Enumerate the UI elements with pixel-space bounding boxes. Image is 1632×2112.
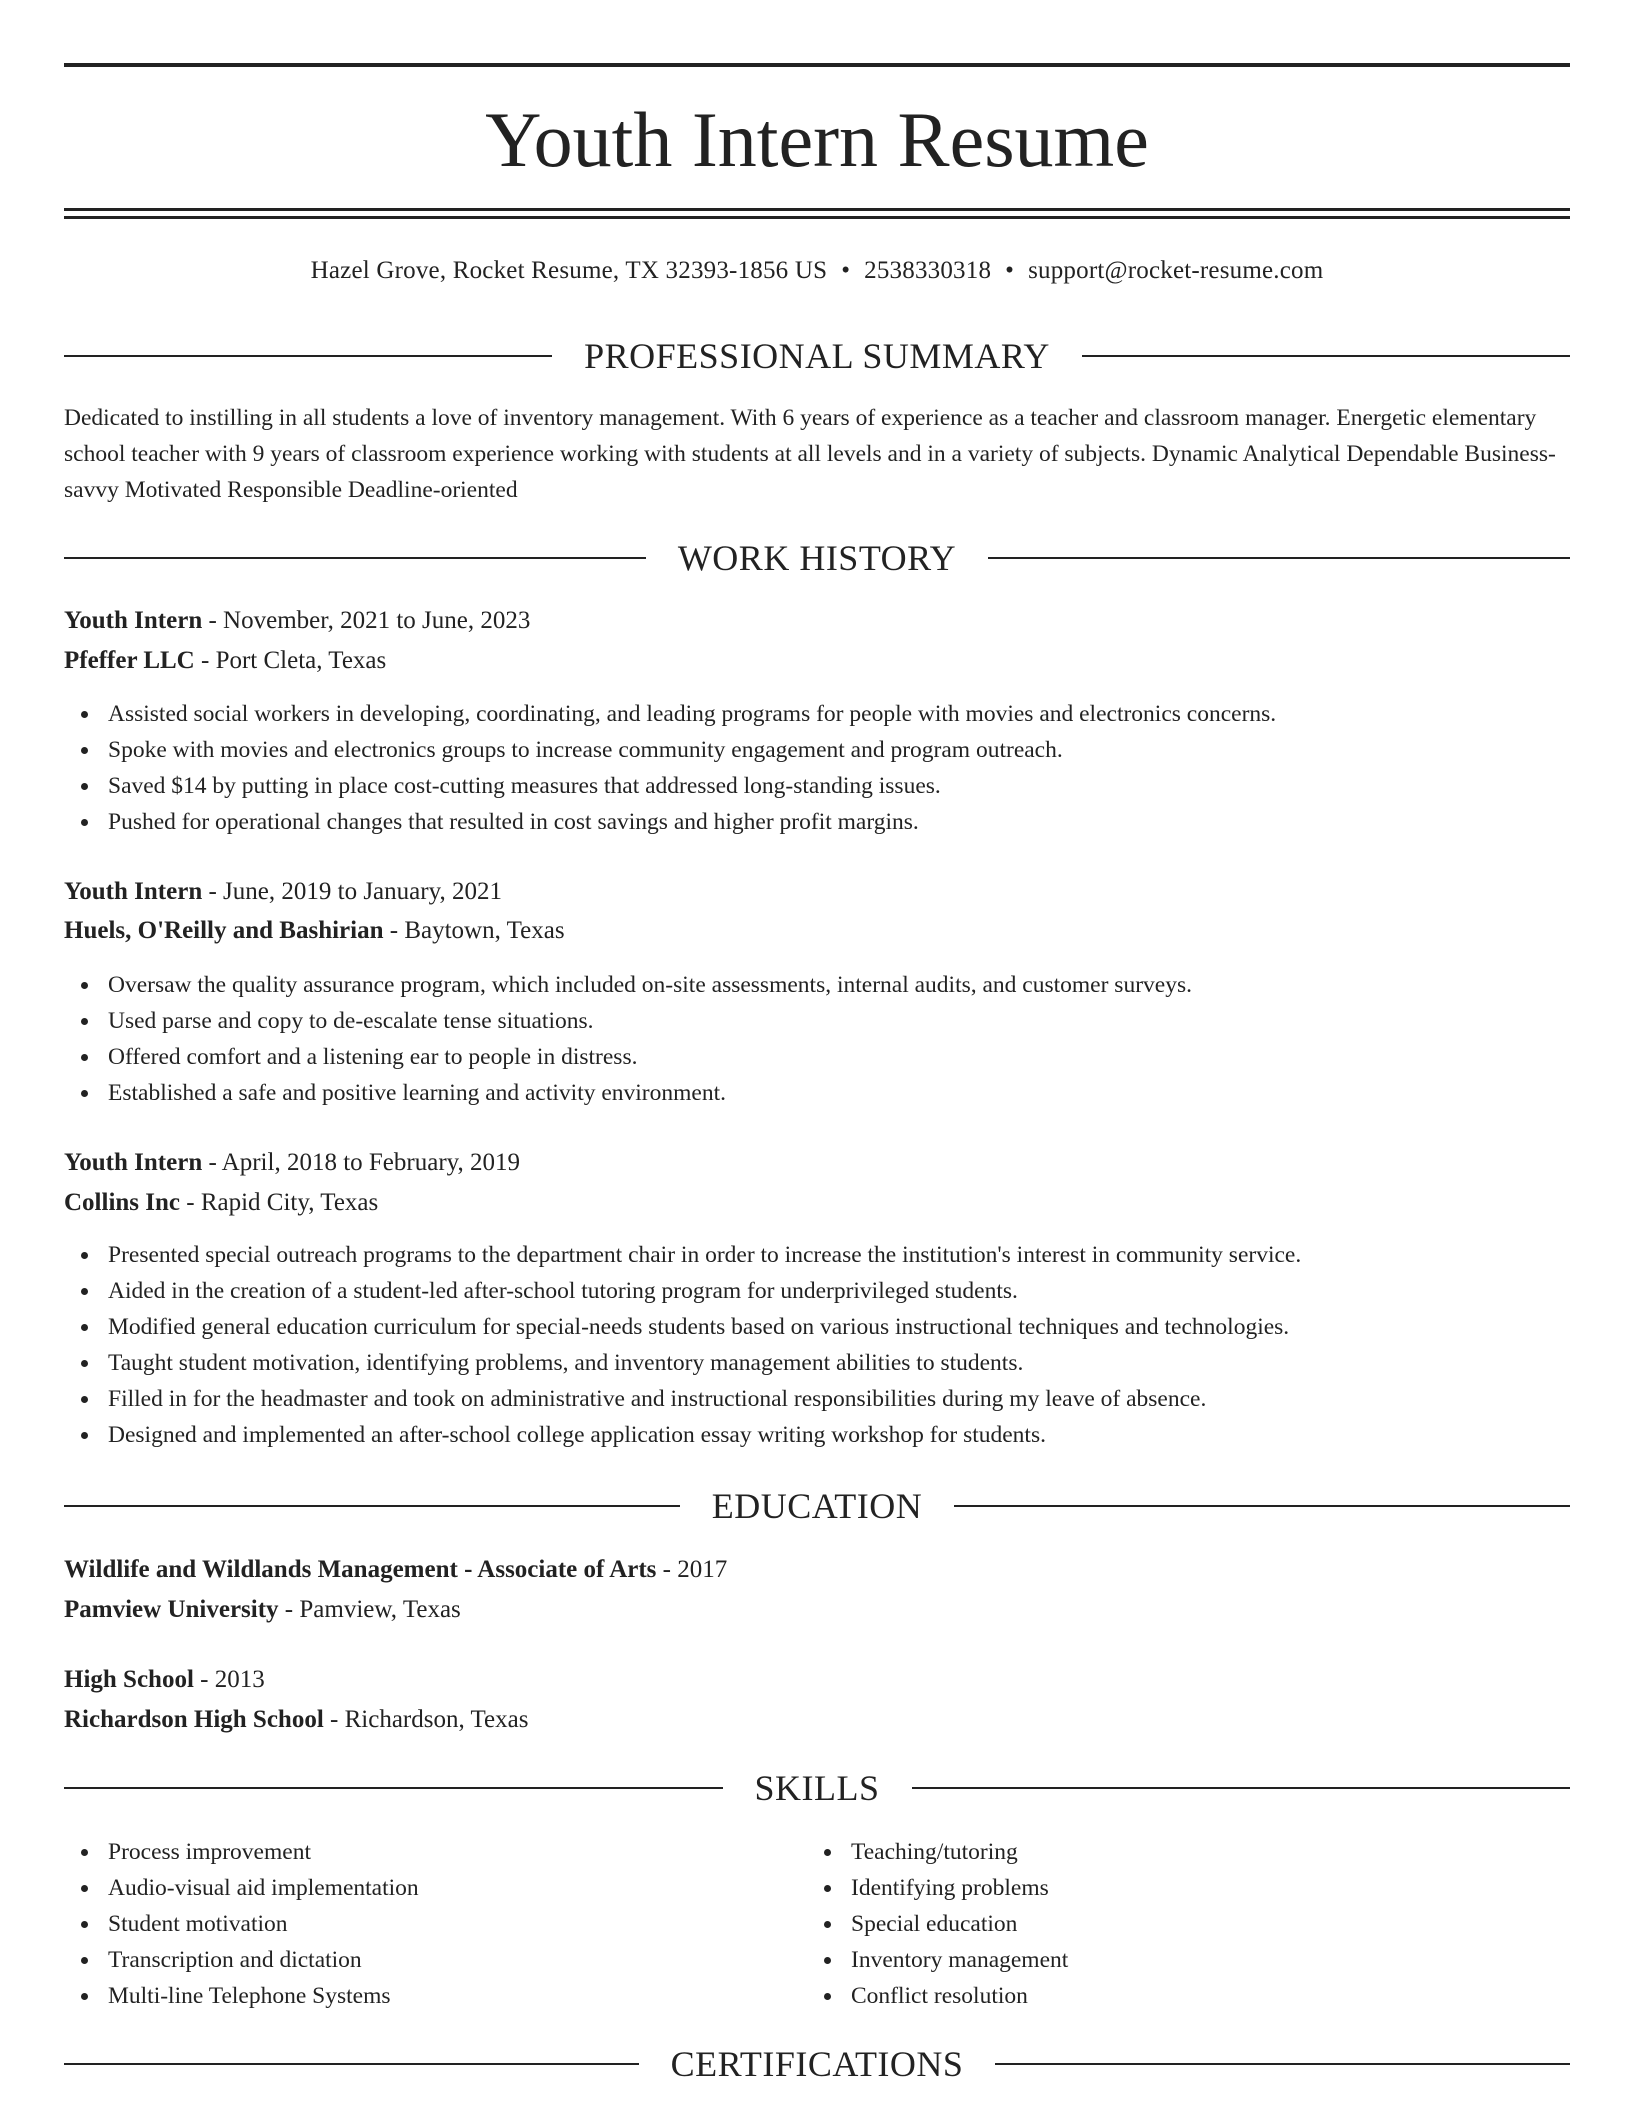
section-rule-left — [64, 355, 552, 357]
section-rule-left — [64, 2063, 639, 2065]
section-rule-right — [995, 2063, 1570, 2065]
contact-separator: • — [841, 257, 851, 284]
job-title-line — [64, 604, 1570, 638]
section-title-education: EDUCATION — [711, 1486, 923, 1526]
education-school-line — [64, 1593, 1570, 1627]
job-bullet: Assisted social workers in developing, coordinating, and leading programs for people with movies and electronics concerns. — [64, 696, 1570, 732]
skills-list-right — [807, 1834, 1632, 2014]
job-title-line — [64, 875, 1570, 909]
job-bullet: Taught student motivation, identifying problems, and inventory management abilities to students. — [64, 1345, 1570, 1381]
education-year: - 2017 — [656, 1556, 728, 1583]
section-rule-left — [64, 1787, 723, 1789]
job-bullets — [64, 696, 1570, 840]
section-rule-left — [64, 1505, 680, 1507]
education-degree: High School — [64, 1666, 194, 1693]
section-title-work: WORK HISTORY — [677, 538, 957, 578]
skill-item: Special education — [807, 1906, 1632, 1942]
skill-item: Process improvement — [64, 1834, 1570, 1870]
job-bullet: Filled in for the headmaster and took on administrative and instructional responsibilities during my leave of absence. — [64, 1381, 1570, 1417]
section-rule-left — [64, 557, 646, 559]
education-degree-line — [64, 1553, 1570, 1587]
education-degree: Wildlife and Wildlands Management - Associate of Arts — [64, 1556, 657, 1583]
contact-email: support@rocket-resume.com — [1028, 257, 1324, 284]
education-school-line — [64, 1703, 1570, 1737]
section-rule-right — [912, 1787, 1571, 1789]
section-header-education — [64, 1486, 1570, 1526]
job-bullet: Aided in the creation of a student-led after-school tutoring program for underprivileged students. — [64, 1273, 1570, 1309]
summary-text: Dedicated to instilling in all students a love of inventory management. With 6 years of experience as a teacher and classroom manager. Energetic elementary school teacher with 9 years of classroom experience working with students at all levels and in a variety of subjects. Dynamic Analytical Dependable Business-savvy Motivated Responsible Deadline-oriented — [64, 405, 1556, 503]
job-bullet: Established a safe and positive learning and activity environment. — [64, 1075, 1570, 1111]
job-bullet: Modified general education curriculum for special-needs students based on various instructional techniques and technologies. — [64, 1309, 1570, 1345]
job-bullet: Presented special outreach programs to the department chair in order to increase the institution's interest in community service. — [64, 1237, 1570, 1273]
job-bullet: Pushed for operational changes that resulted in cost savings and higher profit margins. — [64, 804, 1570, 840]
job-company: Pfeffer LLC — [64, 647, 195, 674]
section-header-summary — [64, 336, 1570, 376]
education-degree-line — [64, 1663, 1570, 1697]
job-company-line — [64, 1186, 1570, 1220]
header-rule-2 — [64, 216, 1570, 219]
education-year: - 2013 — [193, 1666, 265, 1693]
contact-separator: • — [1005, 257, 1015, 284]
job-dates: - June, 2019 to January, 2021 — [202, 878, 502, 905]
section-title-summary: PROFESSIONAL SUMMARY — [584, 336, 1050, 376]
job-company-line — [64, 644, 1570, 678]
skill-item: Multi-line Telephone Systems — [64, 1978, 1570, 2014]
job-dates: - November, 2021 to June, 2023 — [202, 607, 531, 634]
section-rule-right — [988, 557, 1570, 559]
job-company: Huels, O'Reilly and Bashirian — [64, 917, 384, 944]
education-location: - Richardson, Texas — [323, 1706, 529, 1733]
job-bullet: Spoke with movies and electronics groups to increase community engagement and program outreach. — [64, 732, 1570, 768]
education-school: Pamview University — [64, 1596, 279, 1623]
job-location: - Rapid City, Texas — [180, 1189, 379, 1216]
job-bullet: Used parse and copy to de-escalate tense situations. — [64, 1003, 1570, 1039]
section-header-work — [64, 538, 1570, 578]
education-location: - Pamview, Texas — [278, 1596, 461, 1623]
job-bullets — [64, 967, 1570, 1111]
contact-line — [64, 254, 1570, 288]
skill-item: Transcription and dictation — [64, 1942, 1570, 1978]
job-bullet: Saved $14 by putting in place cost-cutting measures that addressed long-standing issues. — [64, 768, 1570, 804]
section-rule-right — [1082, 355, 1570, 357]
section-header-skills — [64, 1768, 1570, 1808]
skill-item: Conflict resolution — [807, 1978, 1632, 2014]
skill-item: Identifying problems — [807, 1870, 1632, 1906]
section-header-certifications — [64, 2044, 1570, 2084]
job-bullet: Designed and implemented an after-school college application essay writing workshop for students. — [64, 1417, 1570, 1453]
job-title: Youth Intern — [64, 1149, 203, 1176]
job-dates: - April, 2018 to February, 2019 — [202, 1149, 521, 1176]
skill-item: Teaching/tutoring — [807, 1834, 1632, 1870]
job-bullet: Offered comfort and a listening ear to people in distress. — [64, 1039, 1570, 1075]
skill-item: Audio-visual aid implementation — [64, 1870, 1570, 1906]
job-title: Youth Intern — [64, 878, 203, 905]
job-company-line — [64, 914, 1570, 948]
section-title-certifications: CERTIFICATIONS — [670, 2044, 964, 2084]
job-bullets — [64, 1237, 1570, 1453]
job-location: - Baytown, Texas — [383, 917, 565, 944]
skill-item: Inventory management — [807, 1942, 1632, 1978]
section-rule-right — [954, 1505, 1570, 1507]
resume-title: Youth Intern Resume — [485, 96, 1149, 183]
contact-phone: 2538330318 — [864, 257, 992, 284]
header-rule-1 — [64, 208, 1570, 211]
header-top-rule — [64, 63, 1570, 67]
contact-address: Hazel Grove, Rocket Resume, TX 32393-1856 US — [310, 257, 828, 284]
job-title-line — [64, 1146, 1570, 1180]
job-bullet: Oversaw the quality assurance program, which included on-site assessments, internal audits, and customer surveys. — [64, 967, 1570, 1003]
section-title-skills: SKILLS — [754, 1768, 880, 1808]
job-title: Youth Intern — [64, 607, 203, 634]
job-company: Collins Inc — [64, 1189, 181, 1216]
skill-item: Student motivation — [64, 1906, 1570, 1942]
education-school: Richardson High School — [64, 1706, 324, 1733]
job-location: - Port Cleta, Texas — [194, 647, 387, 674]
